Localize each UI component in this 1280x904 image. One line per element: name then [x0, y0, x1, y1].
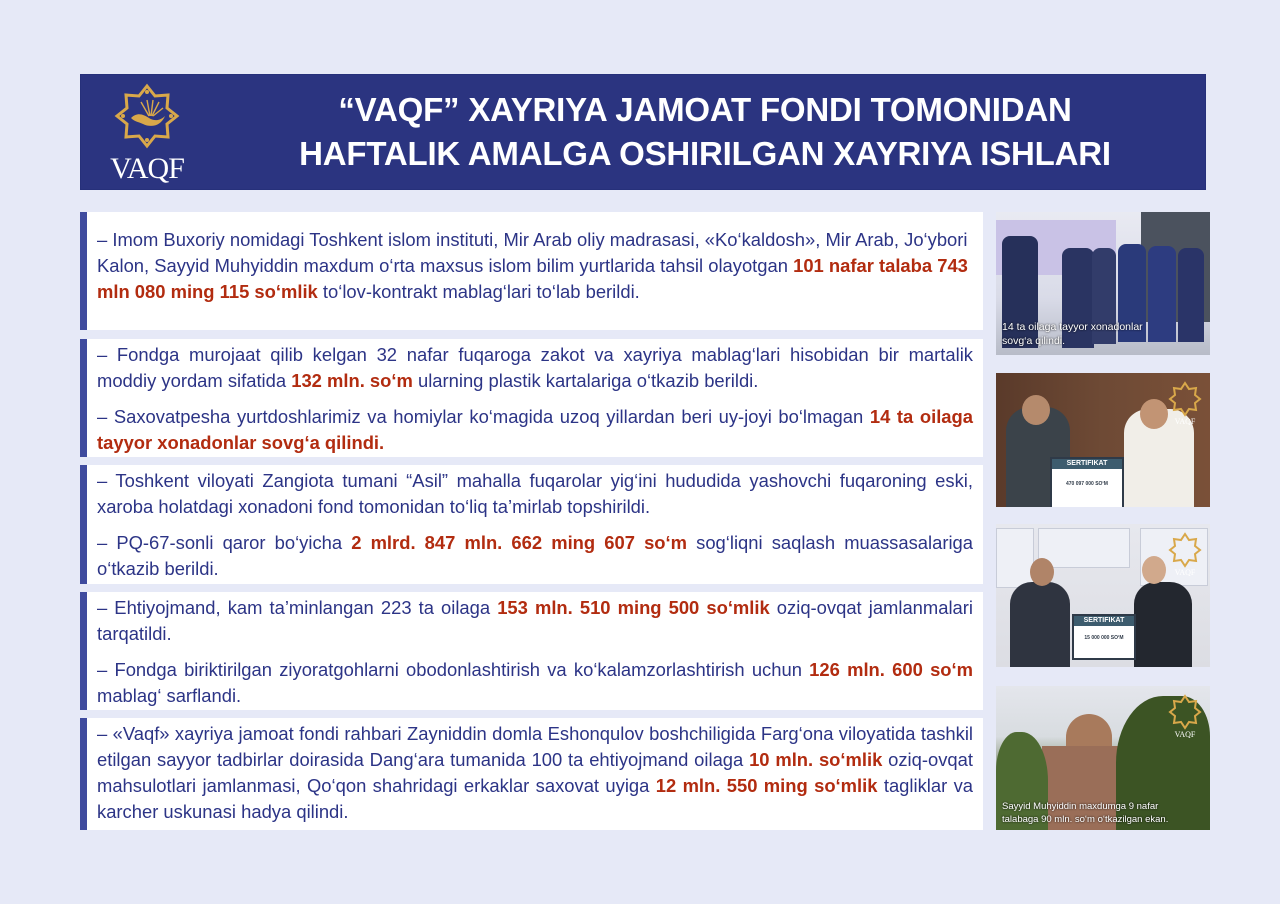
highlight-amount: 14 ta oilaga tayyor xonadonlar sovg‘a qilindi. [97, 406, 973, 453]
photo-madrasa [996, 686, 1210, 830]
wall-plaque [1038, 528, 1130, 568]
person-face [1140, 399, 1168, 429]
highlight-amount: 10 mln. so‘mlik [749, 749, 883, 770]
report-item: – PQ-67-sonli qaror bo‘yicha 2 mlrd. 847 mln. 662 ming 607 so‘m sog‘liqni saqlash muassasalariga o‘tkazib berildi. [97, 532, 974, 579]
report-panel-1 [80, 212, 983, 330]
person-face [1142, 556, 1166, 584]
accent-bar [80, 339, 87, 457]
svg-text:VAQF: VAQF [1174, 730, 1196, 738]
wall-plaque [996, 528, 1034, 588]
vaqf-watermark-icon [1168, 381, 1202, 425]
report-item: – Toshkent viloyati Zangiota tumani “Asil” mahalla fuqarolar yig‘ini hududida yashovchi fuqaroning eski, xaroba holatdagi xonadoni fond tomonidan to‘liq ta’mirlab topshirildi. [97, 470, 973, 517]
report-item: – «Vaqf» xayriya jamoat fondi rahbari Zayniddin domla Eshonqulov boshchiligida Farg‘ona viloyatida tashkil etilgan sayyor tadbirlar doirasida Dang‘ara tumanida 100 ta ehtiyojmand oilaga 10 mln. so‘mlik oziq-ovqat mahsulotlari jamlanmasi, Qo‘qon shahridagi erkaklar saxovat uyiga 12 mln. 550 ming so‘mlik tagliklar va karcher uskunasi hadya qilindi. [97, 723, 973, 822]
dove-emblem-icon [102, 82, 192, 152]
photo-certificate-2 [996, 524, 1210, 667]
person-face [1030, 558, 1054, 586]
report-panel-4 [80, 592, 983, 710]
photo-caption: Sayyid Muhyiddin maxdumga 9 nafar talabaga 90 mln. so‘m o‘tkazilgan ekan. [1002, 801, 1169, 825]
svg-text:VAQF: VAQF [1174, 568, 1196, 576]
report-item: – Saxovatpesha yurtdoshlarimiz va homiylar ko‘magida uzoq yillardan beri uy-joyi bo‘lmagan 14 ta oilaga tayyor xonadonlar sovg‘a qilindi. [97, 406, 973, 453]
report-item: – Fondga murojaat qilib kelgan 32 nafar fuqaroga zakot va xayriya mablag‘lari hisobidan bir martalik moddiy yordam sifatida 132 mln. so‘m ularning plastik kartalariga o‘tkazib berildi. [97, 344, 973, 391]
report-item: – Imom Buxoriy nomidagi Toshkent islom instituti, Mir Arab oliy madrasasi, «Ko‘kaldosh», Mir Arab, Jo‘ybori Kalon, Sayyid Muhyiddin maxdum o‘rta maxsus islom bilim yurtlarida tahsil olayotgan 101 nafar talaba 743 mln 080 ming 115 so‘mlik to‘lov-kontrakt mablag‘lari to‘lab berildi. [97, 229, 968, 302]
highlight-amount: 126 mln. 600 so‘m [809, 659, 973, 680]
report-panel-3 [80, 465, 983, 584]
certificate-board: SERTIFIKAT 470 097 000 SO‘M [1050, 457, 1124, 507]
page-title [220, 88, 1190, 176]
highlight-amount: 132 mln. so‘m [291, 370, 413, 391]
title-line-1: “VAQF” XAYRIYA JAMOAT FONDI TOMONIDAN [338, 91, 1072, 128]
vaqf-watermark-icon [1168, 694, 1202, 738]
accent-bar [80, 592, 87, 710]
report-item: – Ehtiyojmand, kam ta’minlangan 223 ta oilaga 153 mln. 510 ming 500 so‘mlik oziq-ovqat jamlanmalari tarqatildi. [97, 597, 973, 644]
logo-wordmark: VAQF [110, 152, 184, 185]
highlight-amount: 101 nafar talaba 743 mln 080 ming 115 so‘mlik [97, 255, 968, 302]
person [1010, 582, 1070, 667]
report-item: – Fondga biriktirilgan ziyoratgohlarni obodonlashtirish va ko‘kalamzorlashtirish uchun 126 mln. 600 so‘m mablag‘ sarflandi. [97, 659, 973, 706]
dome [1066, 714, 1112, 748]
photo-caption: 14 ta oilaga tayyor xonadonlar sovg‘a qilindi. [1002, 321, 1143, 347]
header-banner [80, 74, 1206, 190]
accent-bar [80, 718, 87, 830]
person-face [1022, 395, 1050, 425]
vaqf-watermark-icon [1168, 532, 1202, 576]
highlight-amount: 2 mlrd. 847 mln. 662 ming 607 so‘m [351, 532, 687, 553]
person [1148, 246, 1176, 342]
svg-text:VAQF: VAQF [1174, 417, 1196, 425]
person [1178, 248, 1204, 342]
highlight-amount: 153 mln. 510 ming 500 so‘mlik [497, 597, 770, 618]
photo-certificate-1 [996, 373, 1210, 507]
report-panel-5 [80, 718, 983, 830]
report-panel-2 [80, 339, 983, 457]
photo-ceremony [996, 212, 1210, 355]
accent-bar [80, 465, 87, 584]
vaqf-logo [102, 82, 192, 186]
accent-bar [80, 212, 87, 330]
highlight-amount: 12 mln. 550 ming so‘mlik [655, 775, 878, 796]
title-line-2: HAFTALIK AMALGA OSHIRILGAN XAYRIYA ISHLARI [299, 135, 1111, 172]
person [1134, 582, 1192, 667]
certificate-board: SERTIFIKAT 15 000 000 SO‘M [1072, 614, 1136, 660]
